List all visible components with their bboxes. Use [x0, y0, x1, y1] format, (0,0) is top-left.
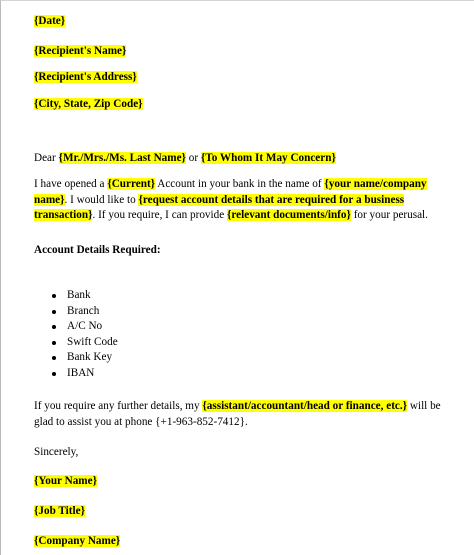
- followup-paragraph: If you require any further details, my {assistant/accountant/head or finance, etc.} will be glad to assist you at phone {+1-963-852-7412}.: [34, 400, 441, 428]
- salutation-alt-placeholder: {To Whom It May Concern}: [200, 152, 336, 164]
- signature-name-field: {Your Name}: [34, 475, 97, 487]
- salutation-name-placeholder: {Mr./Mrs./Ms. Last Name}: [58, 152, 186, 164]
- closing: Sincerely,: [34, 446, 79, 458]
- salutation: [34, 151, 336, 165]
- signature-company-field: {Company Name}: [34, 535, 121, 547]
- recipient-name-field: {Recipient's Name}: [34, 45, 127, 57]
- details-list: [34, 288, 118, 381]
- date-field: {Date}: [34, 15, 66, 27]
- list-item: Bank: [34, 288, 118, 304]
- list-item: Bank Key: [34, 350, 118, 366]
- signature-job-title-field: {Job Title}: [34, 505, 85, 517]
- opening-paragraph: I have opened a {Current} Account in your bank in the name of {your name/company name}. I would like to {request account details that are required for a business transaction}. If you require, I can provide {relevant documents/info} for your perusal.: [34, 178, 428, 221]
- recipient-address-field: {Recipient's Address}: [34, 71, 137, 83]
- salutation-or: or: [188, 152, 199, 164]
- list-item: IBAN: [34, 366, 118, 382]
- salutation-prefix: Dear: [34, 152, 56, 164]
- list-item: Swift Code: [34, 335, 118, 351]
- details-heading: Account Details Required:: [34, 244, 161, 256]
- list-item: Branch: [34, 304, 118, 320]
- list-item: A/C No: [34, 319, 118, 335]
- city-state-zip-field: {City, State, Zip Code}: [34, 98, 143, 110]
